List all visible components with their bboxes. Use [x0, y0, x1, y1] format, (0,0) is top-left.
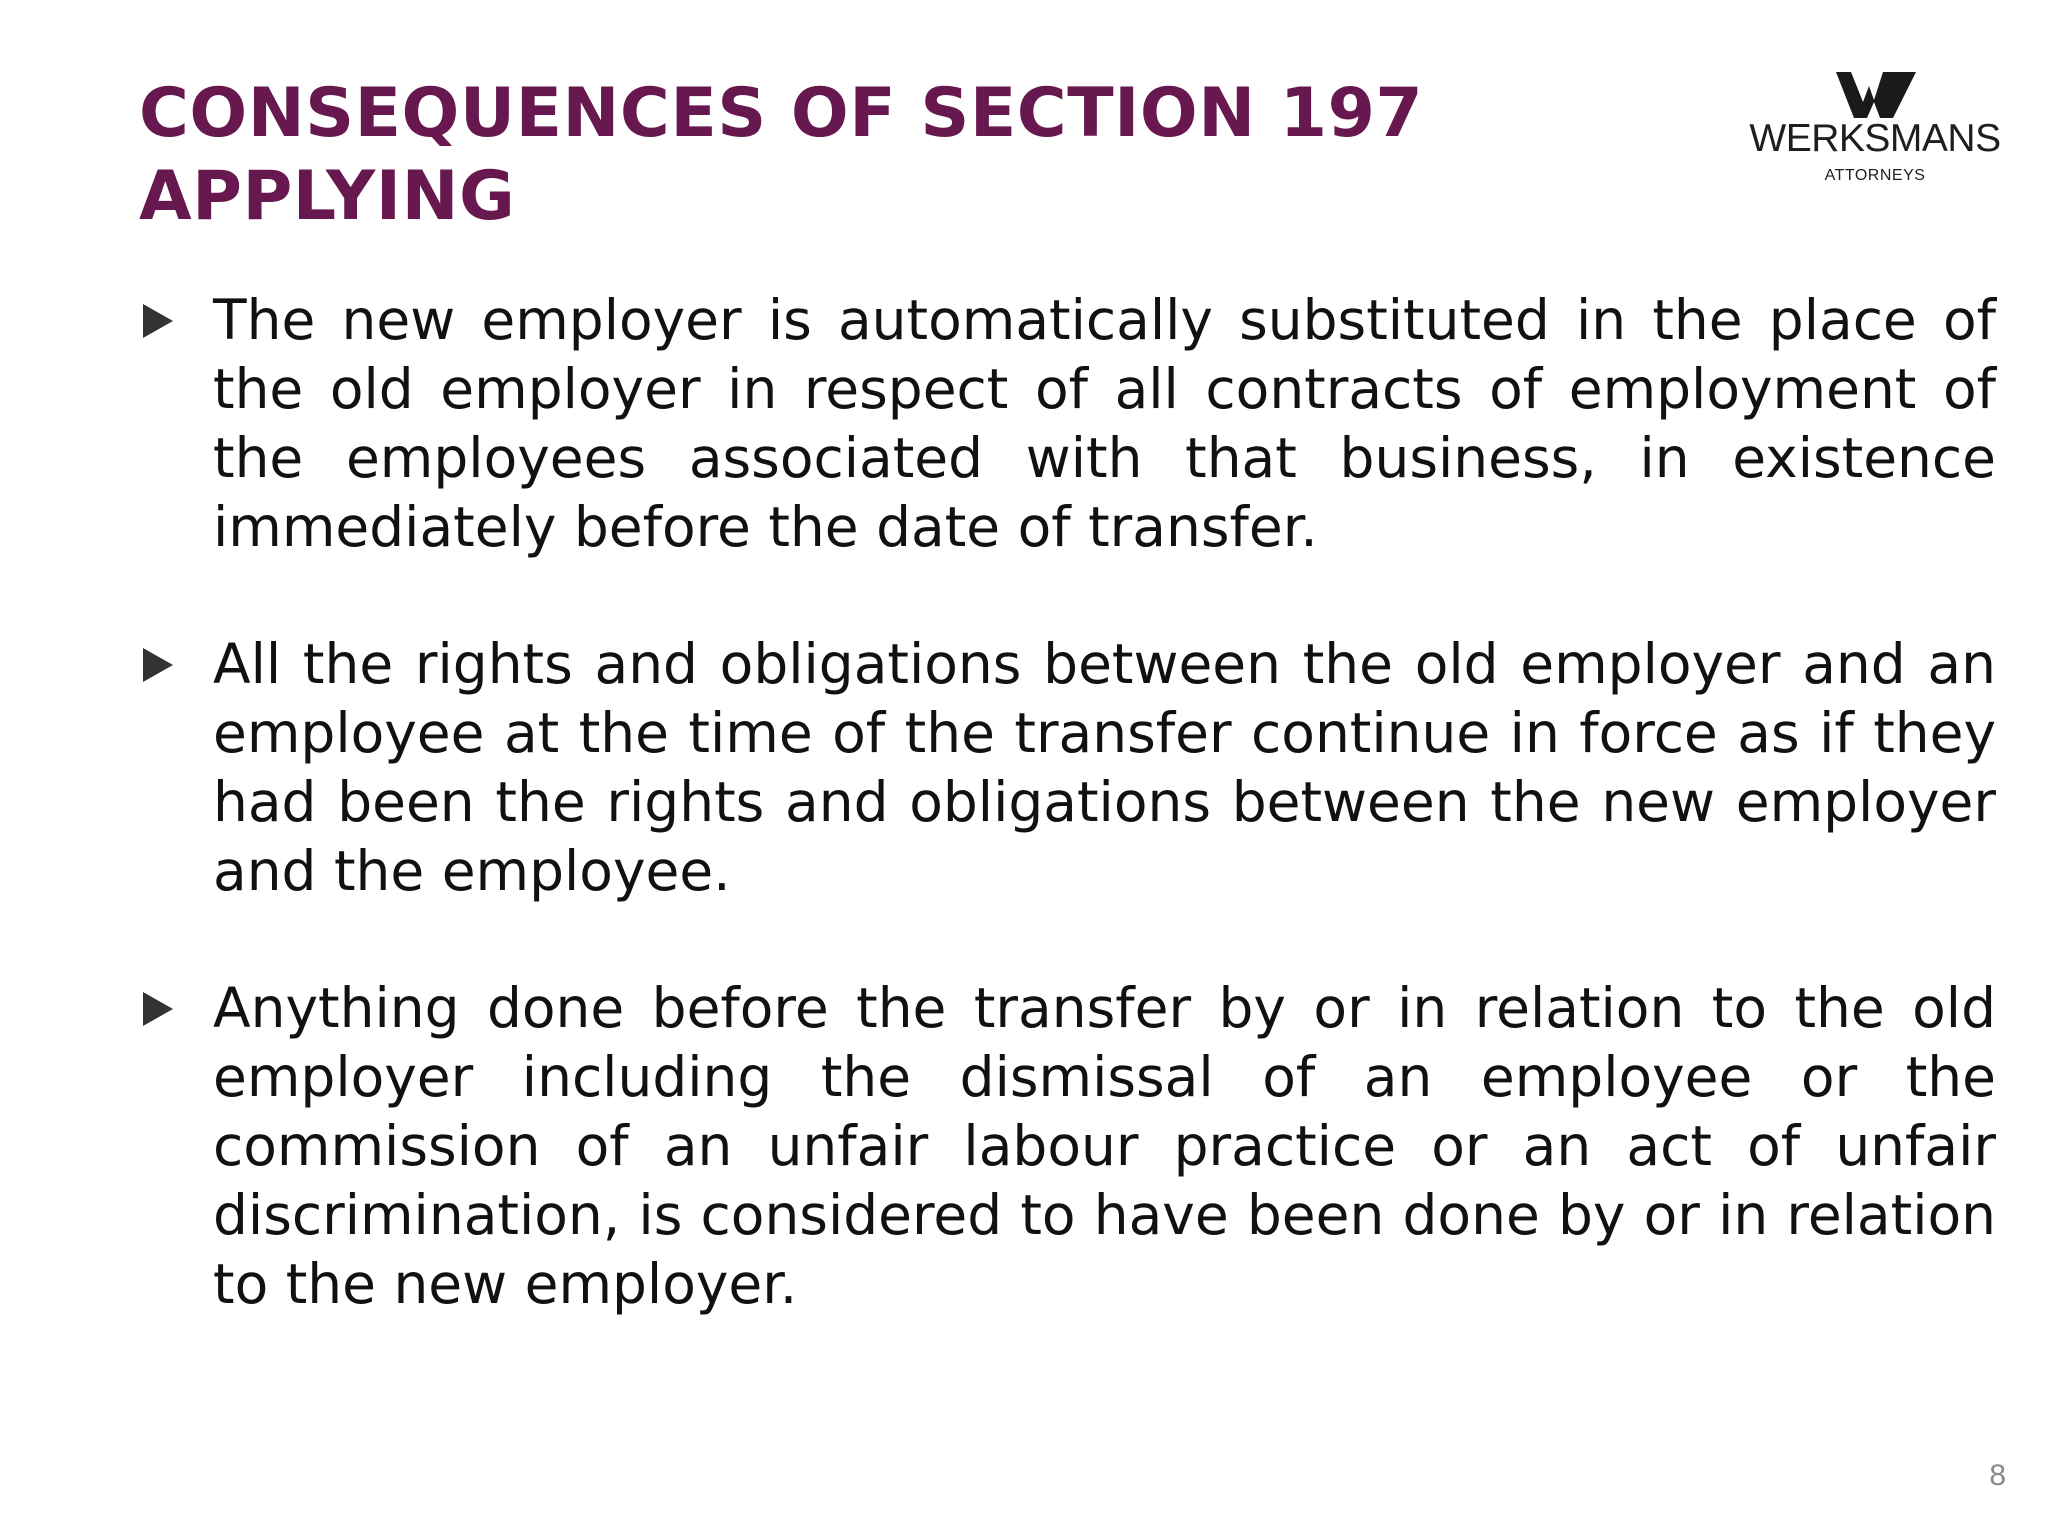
werksmans-logo [1744, 70, 2006, 198]
slide-title: CONSEQUENCES OF SECTION 197 APPLYING [139, 74, 1424, 236]
bullet-list [139, 286, 1996, 1387]
bullet-text: Anything done before the transfer by or in relation to the old employer including the dismissal of an employee or the commission of an unfair labour practice or an act of unfair discrimination, is considered to have been done by or in relation to the new employer. [213, 976, 1996, 1316]
logo-name: WERKSMANS [1749, 117, 2001, 160]
list-item [139, 974, 1996, 1319]
triangle-bullet-icon [143, 304, 173, 338]
bullet-text: The new employer is automatically substituted in the place of the old employer in respect of all contracts of employment of the employees associated with that business, in existence immediately before the date of transfer. [213, 288, 1996, 559]
bullet-text: All the rights and obligations between the old employer and an employee at the time of the transfer continue in force as if they had been the rights and obligations between the new employer and the employee. [213, 632, 1996, 903]
triangle-bullet-icon [143, 992, 173, 1026]
list-item [139, 286, 1996, 562]
werksmans-w-logo-icon [1836, 72, 1916, 118]
triangle-bullet-icon [143, 648, 173, 682]
list-item [139, 630, 1996, 906]
logo-subtitle: ATTORNEYS [1824, 167, 1926, 184]
page-number: 8 [1989, 1459, 2006, 1492]
